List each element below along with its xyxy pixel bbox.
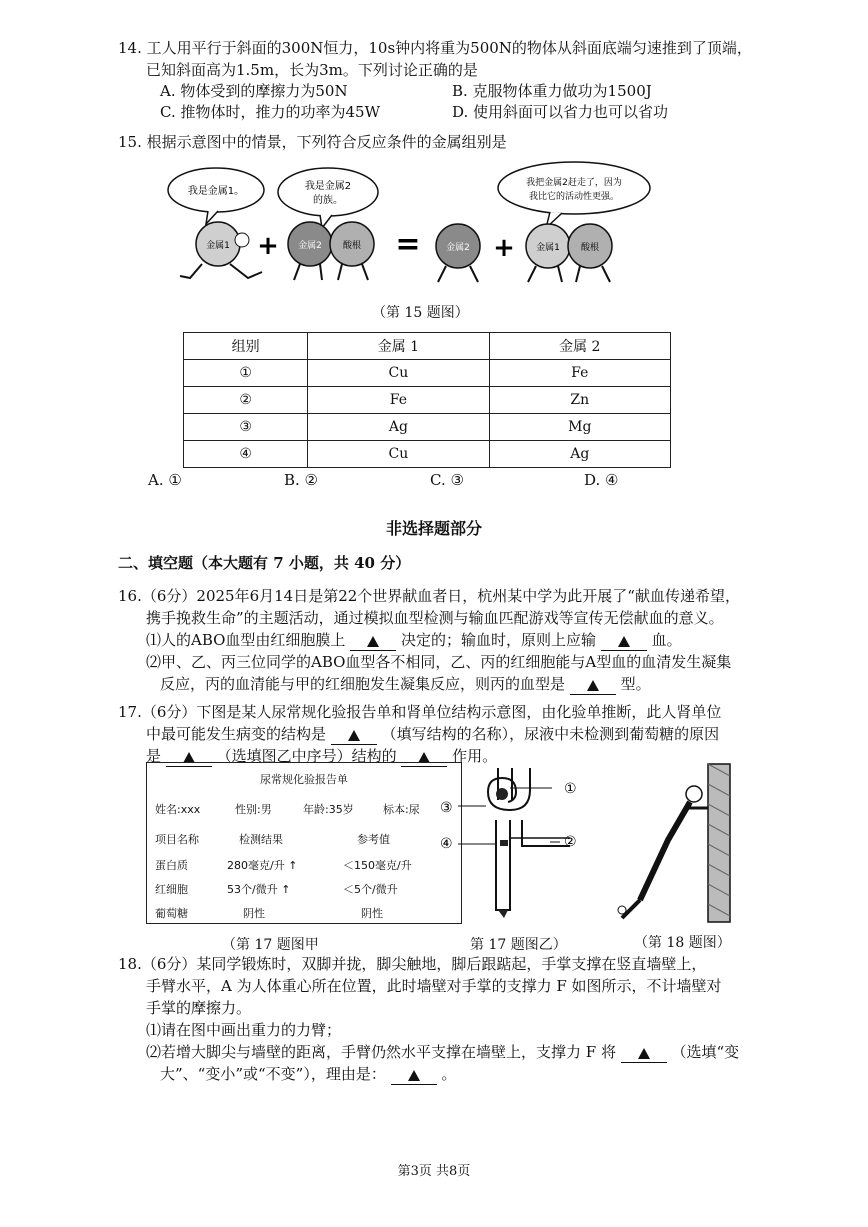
answer-blank [391,1064,437,1085]
table-row [184,387,671,414]
answer-blank [621,1042,667,1063]
triangle-icon [348,730,360,741]
q17-text-a: 中最可能发生病变的结构是 [146,725,327,743]
label-1: ① [564,781,577,797]
triangle-icon [183,752,195,763]
q16-part1-text-a: ⑴人的ABO血型由红细胞膜上 [146,631,346,649]
urine-report-card [146,762,462,924]
answer-blank [570,674,616,695]
q14-stem-line1: 14. 工人用平行于斜面的300N恒力，10s钟内将重为500N的物体从斜面底端匀速推到了顶端， [118,39,752,57]
table-header: 金属 1 [308,333,489,360]
nephron-diagram [440,760,600,920]
q17-text-b: （填写结构的名称），尿液中未检测到葡萄糖的原因 [381,725,720,743]
q18-line6 [160,1064,456,1085]
fig17a-caption: （第 17 题图甲 [222,937,319,953]
bubble2-text-a: 我是金属2 [304,181,352,192]
q14-stem-line2: 已知斜面高为1.5m，长为3m。下列讨论正确的是 [146,61,478,79]
triangle-icon [367,636,379,647]
table-header: 金属 2 [489,333,670,360]
plus-2: + [493,233,515,263]
bubble1-text: 我是金属1。 [187,186,245,197]
q16-part1-text-c: 血。 [651,631,682,649]
table-cell: ② [184,387,308,414]
q17-text-e: 作用。 [452,747,498,765]
table-header: 组别 [184,333,308,360]
ball-salt2-text: 酸根 [580,243,600,253]
report-sample: 标本:尿 [383,803,420,816]
report-title: 尿常规化验报告单 [260,773,348,786]
bubble3-text-b: 我比它的活动性更强。 [528,192,620,202]
q15-cartoon-figure [150,160,710,300]
q18-line4: ⑴请在图中画出重力的力臂； [146,1021,342,1039]
report-cell: 280毫克/升 ↑ [227,859,298,872]
report-cell: ＜5个/微升 [343,883,398,896]
ball-metal2b-text: 金属2 [446,243,470,253]
q14-option-b: B. 克服物体重力做功为1500J [452,82,652,100]
q17-line1: 17.（6分）下图是某人尿常规化验报告单和肾单位结构示意图，由化验单推断，此人肾单位 [118,703,722,721]
table-cell: Fe [308,387,489,414]
q16-part2-text-b: 型。 [620,675,651,693]
q14-option-a: A. 物体受到的摩擦力为50N [160,82,348,100]
q18-line2: 手臂水平，A 为人体重心所在位置，此时墙壁对手掌的支撑力 F 如图所示，不计墙壁对 [146,977,722,995]
report-name: 姓名:xxx [155,803,201,816]
q18-line5 [146,1042,739,1063]
q17-line2 [146,724,719,745]
bubble2-text-b: 的族。 [313,195,343,206]
table-row [184,441,671,468]
table-cell: Cu [308,441,489,468]
report-cell: 53个/微升 ↑ [227,883,291,896]
report-sex: 性别:男 [235,803,272,816]
page-footer: 第3页 共8页 [397,1164,471,1179]
q18-line3: 手掌的摩擦力。 [146,999,252,1017]
table-cell: Cu [308,360,489,387]
triangle-icon [587,680,599,691]
fig18-caption: （第 18 题图） [634,935,731,951]
q15-metal-table [183,332,671,468]
q16-part1-text-b: 决定的；输血时，原则上应输 [401,631,597,649]
triangle-icon [638,1048,650,1059]
table-cell: Mg [489,414,670,441]
q18-text-c: 大”、“变小”或“不变”），理由是： [160,1065,386,1083]
triangle-icon [418,752,430,763]
answer-blank [601,630,647,651]
report-cell: 阴性 [243,907,265,920]
q17-text-c: 是 [146,747,162,765]
table-cell: Fe [489,360,670,387]
q14-option-c: C. 推物体时，推力的功率为45W [160,103,380,121]
q15-option-c: C. ③ [430,471,464,489]
q18-figure [612,760,742,928]
table-cell: Zn [489,387,670,414]
ball-metal1b-text: 金属1 [536,243,560,253]
report-cell: 蛋白质 [155,859,188,872]
q18-line1: 18.（6分）某同学锻炼时，双脚并拢，脚尖触地，脚后跟踮起，手掌支撑在竖直墙壁上， [118,955,707,973]
ball-metal1-text: 金属1 [206,241,230,251]
part-title: 非选择题部分 [385,519,482,538]
report-col-name: 项目名称 [155,833,199,846]
q15-option-d: D. ④ [584,471,619,489]
report-cell: ＜150毫克/升 [343,859,412,872]
answer-blank [350,630,396,651]
table-header-row [184,333,671,360]
bubble3-text-a: 我把金属2赶走了，因为 [526,178,622,188]
label-4: ④ [440,836,453,852]
triangle-icon [618,636,630,647]
q16-line3 [146,630,682,651]
report-age: 年龄:35岁 [303,803,354,816]
table-cell: ① [184,360,308,387]
q18-text-a: ⑵若增大脚尖与墙壁的距离，手臂仍然水平支撑在墙壁上，支撑力 F 将 [146,1043,616,1061]
table-cell: Ag [308,414,489,441]
q15-stem: 15. 根据示意图中的情景，下列符合反应条件的金属组别是 [118,133,507,151]
q16-line5 [160,674,651,695]
fig17b-caption: 第 17 题图乙） [470,937,567,953]
q16-line2: 携手挽救生命”的主题活动，通过模拟血型检测与输血匹配游戏等宣传无偿献血的意义。 [146,609,724,627]
table-cell: ④ [184,441,308,468]
ball-metal2-text: 金属2 [298,241,322,251]
report-cell: 葡萄糖 [155,907,188,920]
q14-option-d: D. 使用斜面可以省力也可以省功 [452,103,669,121]
plus-1: + [257,231,279,261]
section-heading: 二、填空题（本大题有 7 小题，共 40 分） [118,554,411,572]
table-cell: Ag [489,441,670,468]
triangle-icon [408,1070,420,1081]
table-row [184,414,671,441]
q18-text-b: （选填“变 [671,1043,740,1061]
q15-option-b: B. ② [284,471,319,489]
table-cell: ③ [184,414,308,441]
q16-line4: ⑵甲、乙、丙三位同学的ABO血型各不相同，乙、丙的红细胞能与A型血的血清发生凝集 [146,653,732,671]
label-3: ③ [440,800,453,816]
report-col-result: 检测结果 [239,833,283,846]
q17-text-d: （选填图乙中序号）结构的 [216,747,397,765]
ball-salt-text: 酸根 [342,241,362,251]
q15-option-a: A. ① [148,471,182,489]
report-cell: 红细胞 [155,883,188,896]
q15-figure-caption: （第 15 题图） [372,305,469,321]
equals-sign: = [395,227,421,262]
report-cell: 阴性 [361,907,383,920]
answer-blank [331,724,377,745]
table-row [184,360,671,387]
q18-text-d: 。 [441,1065,457,1083]
report-col-reference: 参考值 [357,833,390,846]
q16-line1: 16.（6分）2025年6月14日是第22个世界献血者日，杭州某中学为此开展了“献血传递希望， [118,587,740,605]
label-2: ② [564,834,577,850]
q16-part2-text-a: 反应，丙的血清能与甲的红细胞发生凝集反应，则丙的血型是 [160,675,566,693]
